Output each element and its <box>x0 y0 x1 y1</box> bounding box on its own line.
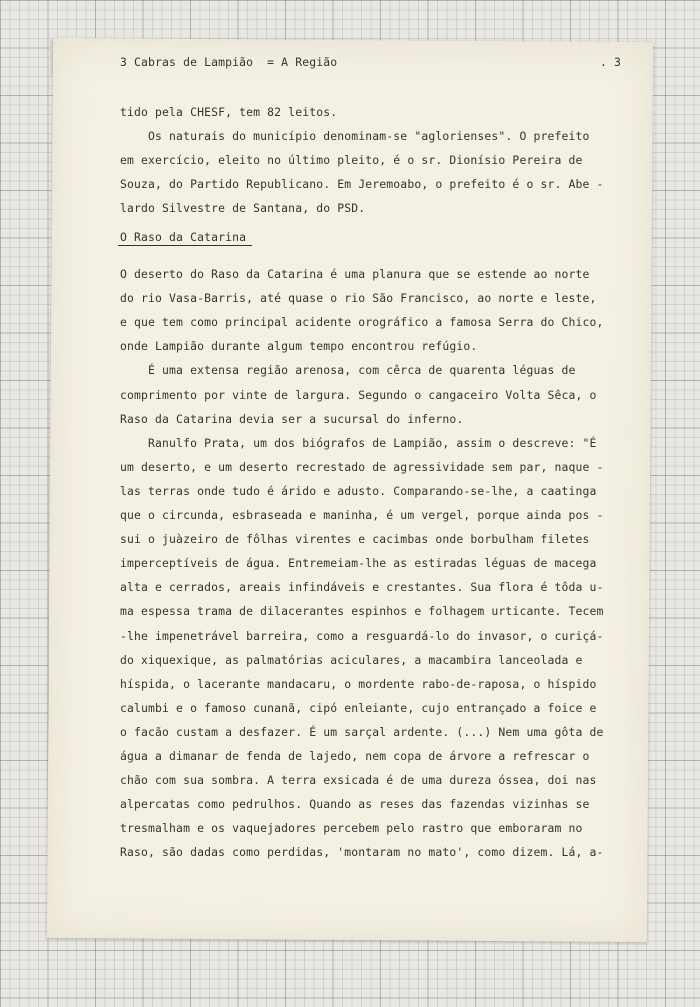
heading-underline <box>118 245 252 246</box>
text-line: Ranulfo Prata, um dos biógrafos de Lampião, assim o descreve: "É <box>120 435 597 450</box>
text-line: sui o juàzeiro de fôlhas virentes e cacimbas onde borbulham filetes <box>120 532 590 547</box>
text-line: um deserto, e um deserto recrestado de agressividade sem par, naque - <box>120 459 604 474</box>
text-line: O deserto do Raso da Catarina é uma planura que se estende ao norte <box>120 267 590 281</box>
section-heading: O Raso da Catarina <box>120 230 247 244</box>
text-line: lardo Silvestre de Santana, do PSD. <box>120 201 366 215</box>
text-line: água a dimanar de fenda de lajedo, nem copa de árvore a refrescar o <box>120 749 590 763</box>
text-line: las terras onde tudo é árido e adusto. Comparando-se-lhe, a caatinga <box>120 483 597 498</box>
text-line: o facão custam a desfazer. É um sarçal ardente. (...) Nem uma gôta de <box>120 724 604 739</box>
text-line: Souza, do Partido Republicano. Em Jeremoabo, o prefeito é o sr. Abe - <box>120 177 604 191</box>
text-line: Raso da Catarina devia ser a sucursal do inferno. <box>120 411 464 426</box>
text-line: onde Lampião durante algum tempo encontrou refúgio. <box>120 339 478 354</box>
text-line: É uma extensa região arenosa, com cêrca de quarenta léguas de <box>120 363 576 378</box>
text-line: e que tem como principal acidente orográfico a famosa Serra do Chico, <box>120 315 604 330</box>
text-line: Raso, são dadas como perdidas, 'montaram no mato', como dizem. Lá, a- <box>120 845 604 860</box>
text-line: Os naturais do município denominam-se "aglorienses". O prefeito <box>120 129 590 143</box>
page-number: . 3 <box>600 55 622 69</box>
text-line: chão com sua sombra. A terra exsicada é de uma dureza óssea, doi nas <box>120 773 597 788</box>
running-header-title: 3 Cabras de Lampião = A Região <box>120 55 338 69</box>
text-line: alta e cerrados, areais infindáveis e crestantes. Sua flora é tôda u- <box>120 580 604 595</box>
text-line: tido pela CHESF, tem 82 leitos. <box>120 105 338 119</box>
text-line: ma espessa trama de dilacerantes espinhos e folhagem urticante. Tecem <box>120 604 604 619</box>
text-line: comprimento por vinte de largura. Segundo o cangaceiro Volta Sêca, o <box>120 387 597 402</box>
text-line: que o circunda, esbraseada e maninha, é um vergel, porque ainda pos - <box>120 508 604 522</box>
text-line: imperceptíveis de água. Entremeiam-lhe as estiradas léguas de macega <box>120 556 597 571</box>
text-line: em exercício, eleito no último pleito, é o sr. Dionísio Pereira de <box>120 153 583 167</box>
text-line: do rio Vasa-Barris, até quase o rio São Francisco, ao norte e leste, <box>120 291 597 306</box>
text-line: calumbi e o famoso cunanã, cipó enleiante, cujo entrançado a foice e <box>120 700 597 715</box>
text-line: híspida, o lacerante mandacaru, o mordente rabo-de-raposa, o híspido <box>120 676 597 691</box>
text-line: alpercatas como pedrulhos. Quando as reses das fazendas vizinhas se <box>120 797 590 812</box>
text-line: -lhe impenetrável barreira, como a resguardá-lo do invasor, o curiçá- <box>120 628 604 643</box>
text-line: do xiquexique, as palmatórias aciculares, a macambira lanceolada e <box>120 652 583 667</box>
text-line: tresmalham e os vaquejadores percebem pelo rastro que emboraram no <box>120 821 583 836</box>
